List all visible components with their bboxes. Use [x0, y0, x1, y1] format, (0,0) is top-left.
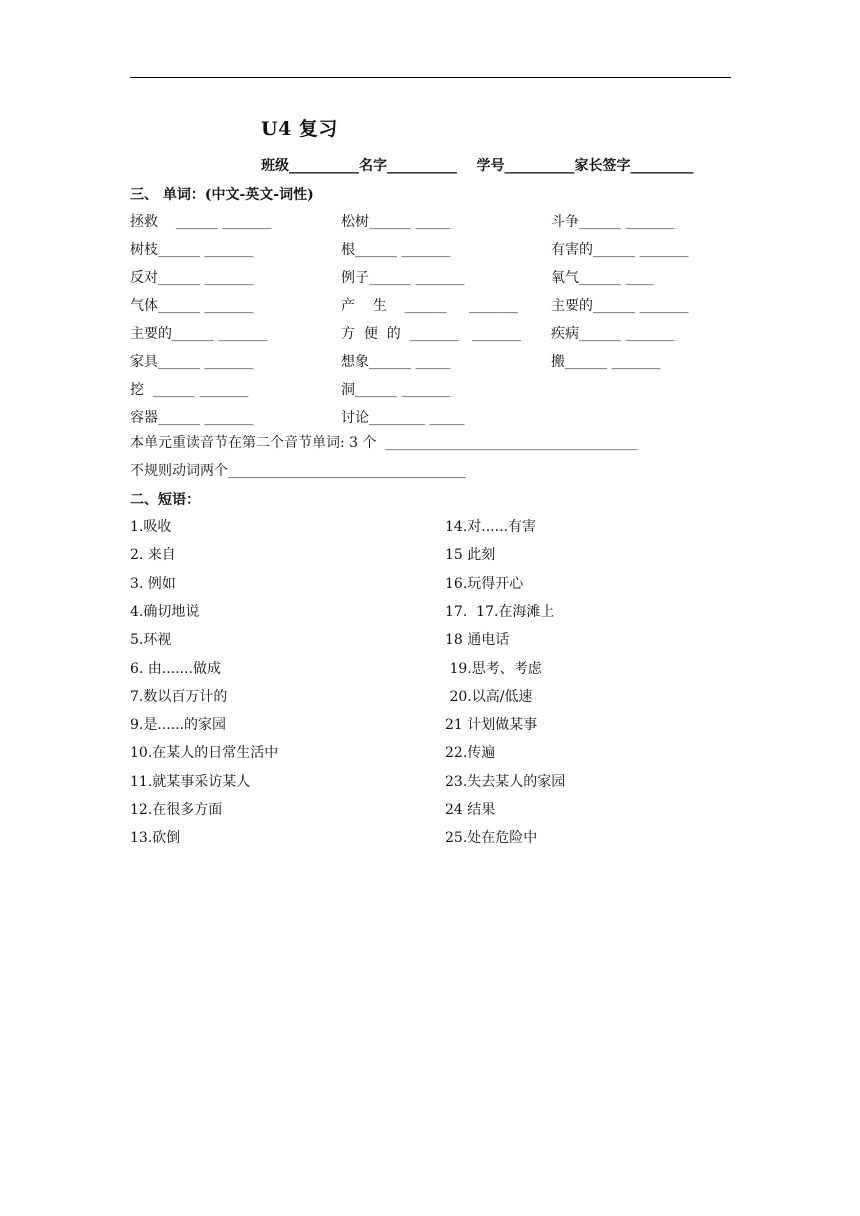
vocab-item: 家具______ _______	[130, 354, 254, 370]
phrase-row	[0, 573, 860, 593]
phrase-item: 12.在很多方面	[130, 802, 223, 818]
vocab-row	[0, 407, 860, 427]
phrase-item: 24 结果	[445, 802, 496, 818]
vocab-row	[0, 295, 860, 315]
vocab-item: 例子______ _______	[341, 270, 465, 286]
vocab-row	[0, 323, 860, 343]
vocab-item: 挖 ______ _______	[130, 382, 249, 398]
phrase-item: 23.失去某人的家园	[445, 774, 566, 790]
vocab-row	[0, 379, 860, 399]
vocab-item: 根______ _______	[341, 242, 451, 258]
stress-syllable-line: 本单元重读音节在第二个音节单词: 3 个 ____________________________________	[130, 435, 638, 451]
phrase-item: 16.玩得开心	[445, 576, 524, 592]
vocab-item: 讨论________ _____	[341, 410, 465, 426]
vocab-row	[0, 267, 860, 287]
page-title: U4 复习	[261, 118, 338, 140]
vocab-row	[0, 239, 860, 259]
header-rule	[130, 77, 731, 78]
phrase-row	[0, 742, 860, 762]
phrase-item: 15 此刻	[445, 547, 496, 563]
vocab-item: 树枝______ _______	[130, 242, 254, 258]
phrase-row	[0, 686, 860, 706]
vocab-item: 有害的______ _______	[551, 242, 689, 258]
phrase-item: 20.以高/低速	[445, 689, 533, 705]
phrase-item: 1.吸收	[130, 519, 172, 535]
vocab-item: 松树______ _____	[341, 214, 451, 230]
vocab-row	[0, 351, 860, 371]
phrase-item: 4.确切地说	[130, 604, 200, 620]
phrase-item: 25.处在危险中	[445, 830, 538, 846]
phrase-item: 2. 来自	[130, 547, 176, 563]
phrase-row	[0, 771, 860, 791]
phrase-row	[0, 544, 860, 564]
vocab-item: 氧气______ ____	[551, 270, 654, 286]
vocab-item: 主要的______ _______	[130, 326, 268, 342]
vocab-item: 方 便 的 _______ _______	[341, 326, 522, 342]
vocab-item: 想象______ _____	[341, 354, 451, 370]
phrase-row	[0, 658, 860, 678]
phrase-row	[0, 516, 860, 536]
student-info-line: 班级__________名字__________ 学号__________家长签字_________	[261, 158, 694, 174]
phrase-item: 7.数以百万计的	[130, 689, 228, 705]
vocab-item: 容器______ _______	[130, 410, 254, 426]
phrase-item: 19.思考、考虑	[445, 661, 542, 677]
vocab-item: 拯救 ______ _______	[130, 214, 272, 230]
phrase-row	[0, 714, 860, 734]
phrase-item: 17. 17.在海滩上	[445, 604, 555, 620]
vocab-row	[0, 211, 860, 231]
section-vocabulary-heading: 三、 单词：(中文-英文-词性)	[130, 187, 314, 203]
phrase-row	[0, 601, 860, 621]
phrase-item: 11.就某事采访某人	[130, 774, 251, 790]
phrase-item: 21 计划做某事	[445, 717, 538, 733]
phrase-item: 18 通电话	[445, 632, 510, 648]
phrase-row	[0, 799, 860, 819]
vocab-item: 疾病______ _______	[551, 326, 675, 342]
phrase-item: 6. 由.......做成	[130, 661, 221, 677]
irregular-verbs-line: 不规则动词两个__________________________________	[130, 463, 466, 479]
phrase-row	[0, 629, 860, 649]
vocab-item: 产 生 ______ _______	[341, 298, 518, 314]
vocab-item: 主要的______ _______	[551, 298, 689, 314]
section-phrases-heading: 二、短语：	[130, 492, 200, 508]
vocab-item: 气体______ _______	[130, 298, 254, 314]
phrase-row	[0, 827, 860, 847]
vocab-item: 搬______ _______	[551, 354, 661, 370]
phrase-item: 5.环视	[130, 632, 172, 648]
phrase-item: 10.在某人的日常生活中	[130, 745, 279, 761]
vocab-item: 斗争______ _______	[551, 214, 675, 230]
vocab-item: 洞______ _______	[341, 382, 451, 398]
phrase-item: 13.砍倒	[130, 830, 181, 846]
phrase-item: 14.对......有害	[445, 519, 536, 535]
vocab-item: 反对______ _______	[130, 270, 254, 286]
phrase-item: 22.传遍	[445, 745, 496, 761]
phrase-item: 9.是......的家园	[130, 717, 227, 733]
phrase-item: 3. 例如	[130, 576, 176, 592]
